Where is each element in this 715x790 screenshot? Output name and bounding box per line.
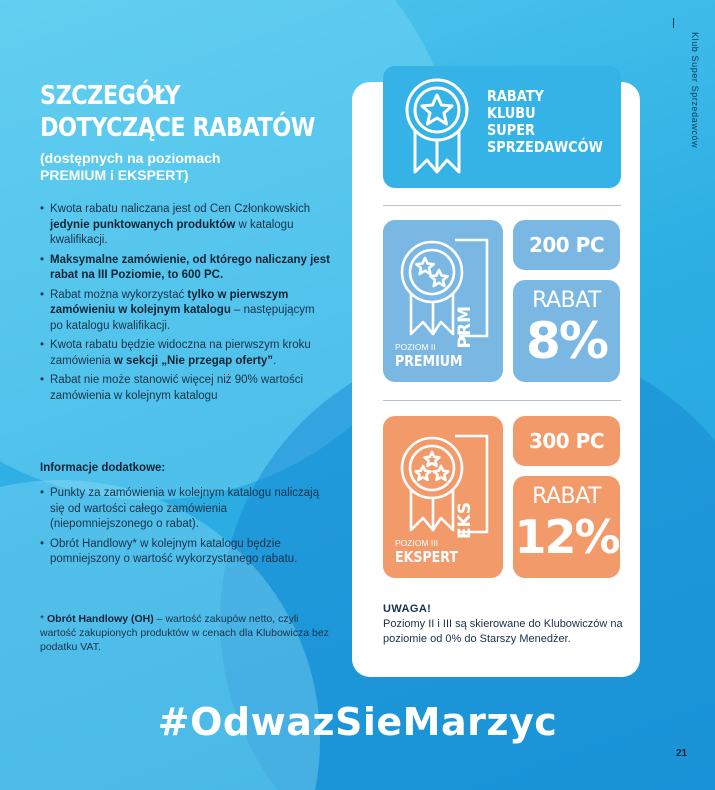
info-heading: Informacje dodatkowe:: [40, 462, 166, 474]
medal-stars-icon: [395, 236, 491, 340]
additional-info-list: [40, 486, 330, 572]
list-item: • Maksymalne zamówienie, od którego naliczany jest rabat na III Poziomie, to 600 PC.: [40, 253, 330, 284]
page-title: [40, 80, 315, 144]
level-name: EKSPERT: [395, 548, 459, 566]
level-points-badge: 300 PC: [513, 416, 620, 466]
level-points-badge: 200 PC: [513, 220, 620, 270]
notice-title: UWAGA!: [383, 603, 432, 615]
hashtag: #OdwazSieMarzyc: [157, 700, 558, 744]
medal-stars-icon: [395, 432, 491, 536]
level-small-label: POZIOM II: [395, 342, 436, 352]
level-small-label: POZIOM III: [395, 538, 438, 548]
notice: [383, 602, 623, 647]
discount-label: RABAT: [532, 484, 601, 509]
notice-text: Poziomy II i III są skierowane do Klubowiczów na poziomie od 0% do Starszy Menedżer.: [383, 618, 623, 645]
subtitle-line: (dostępnych na poziomach: [40, 150, 221, 166]
card-header-title: RABATY KLUBU SUPER SPRZEDAWCÓW: [487, 87, 603, 156]
discount-value: 12%: [514, 510, 619, 564]
medal-star-icon: [397, 76, 477, 176]
discount-details-list: [40, 202, 330, 408]
subtitle-line: PREMIUM i EKSPERT): [40, 167, 189, 183]
divider: [383, 400, 621, 401]
page-subtitle: [40, 150, 220, 184]
title-line: SZCZEGÓŁY: [40, 81, 181, 111]
level-code: EKS: [455, 502, 475, 540]
list-item: • Rabat można wykorzystać tylko w pierwszym zamówieniu w kolejnym katalogu – następującym po katalogu kwalifikacji.: [40, 288, 330, 335]
side-label: Klub Super Sprzedawców: [690, 32, 700, 149]
list-item: • Kwota rabatu będzie widoczna na pierwszym kroku zamówienia w sekcji „Nie przegap oferty”.: [40, 338, 330, 369]
page-number: 21: [676, 748, 688, 759]
title-line: DOTYCZĄCE RABATÓW: [40, 113, 315, 143]
list-item: • Obrót Handlowy* w kolejnym katalogu będzie pomniejszony o wartość wykorzystanego rabatu.: [40, 537, 330, 568]
side-divider: [673, 18, 674, 28]
list-item: • Kwota rabatu naliczana jest od Cen Członkowskich jedynie punktowanych produktów w katalogu kwalifikacji.: [40, 202, 330, 249]
list-item: • Punkty za zamówienia w kolejnym katalogu naliczają się od wartości całego zamówienia (niepomniejszonego o rabat).: [40, 486, 330, 533]
level-expert-badge: [383, 416, 503, 578]
footnote: * Obrót Handlowy (OH) – wartość zakupów netto, czyli wartość zakupionych produktów w cenach dla Klubowicza bez podatku VAT.: [40, 613, 329, 653]
level-code: PRM: [455, 306, 475, 349]
card-header: [383, 66, 621, 188]
level-premium-badge: [383, 220, 503, 382]
level-name: PREMIUM: [395, 352, 463, 370]
list-item: • Rabat nie może stanowić więcej niż 90% wartości zamówienia w kolejnym katalogu: [40, 373, 330, 404]
discount-value: 8%: [526, 312, 607, 370]
level-discount-badge: [513, 476, 620, 578]
level-discount-badge: [513, 280, 620, 382]
divider: [383, 205, 621, 206]
discount-label: RABAT: [532, 288, 601, 313]
